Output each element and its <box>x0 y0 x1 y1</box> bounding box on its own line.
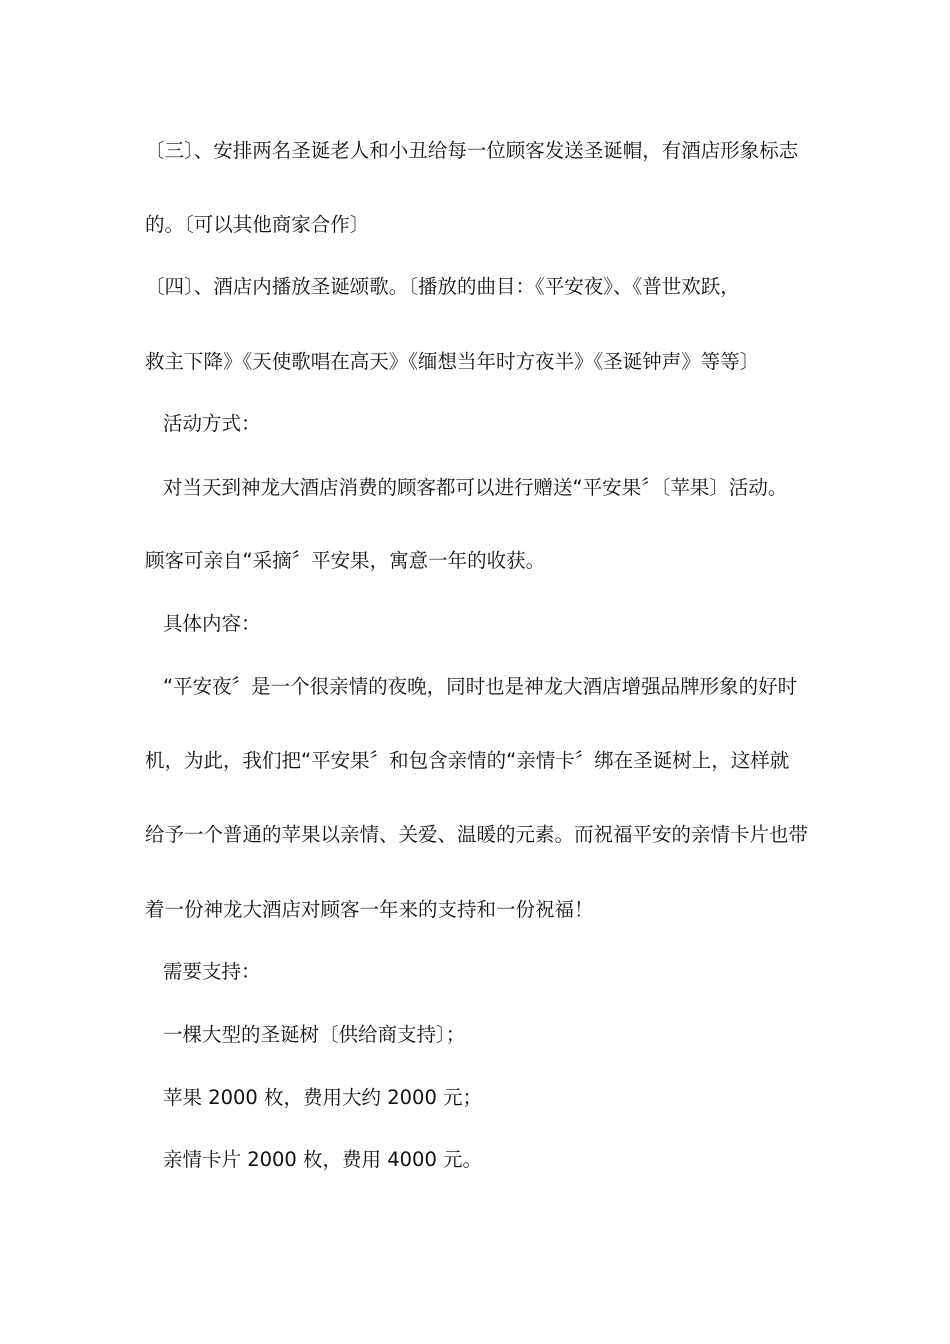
section-heading-activity-method: 活动方式： <box>163 412 261 435</box>
section-heading-support: 需要支持： <box>163 960 261 983</box>
paragraph-line-1: 〔三〕、安排两名圣诞老人和小丑给每一位顾客发送圣诞帽，有酒店形象标志 <box>145 139 799 162</box>
support-item-tree: 一棵大型的圣诞树〔供给商支持〕； <box>163 1023 466 1046</box>
paragraph-line-6: 对当天到神龙大酒店消费的顾客都可以进行赠送“平安果〞〔苹果〕活动。 <box>163 476 788 499</box>
paragraph-line-10: 机，为此，我们把“平安果〞和包含亲情的“亲情卡〞绑在圣诞树上，这样就 <box>145 749 790 772</box>
section-heading-content: 具体内容： <box>163 612 261 635</box>
support-item-cards: 亲情卡片 2000 枚，费用 4000 元。 <box>163 1148 483 1171</box>
paragraph-line-11: 给予一个普通的苹果以亲情、关爱、温暖的元素。而祝福平安的亲情卡片也带 <box>145 823 809 846</box>
paragraph-line-9: “平安夜〞是一个很亲情的夜晚，同时也是神龙大酒店增强品牌形象的好时 <box>163 675 798 698</box>
paragraph-line-2: 的。〔可以其他商家合作〕 <box>145 213 370 236</box>
support-item-apples: 苹果 2000 枚，费用大约 2000 元； <box>163 1086 483 1109</box>
paragraph-line-7: 顾客可亲自“采摘〞平安果，寓意一年的收获。 <box>145 549 546 572</box>
paragraph-line-3: 〔四〕、酒店内播放圣诞颂歌。〔播放的曲目：《平安夜》、《普世欢跃， <box>145 275 740 298</box>
paragraph-line-4: 救主下降》《天使歌唱在高天》《缅想当年时方夜半》《圣诞钟声》等等〕 <box>145 350 760 373</box>
paragraph-line-12: 着一份神龙大酒店对顾客一年来的支持和一份祝福！ <box>145 898 594 921</box>
